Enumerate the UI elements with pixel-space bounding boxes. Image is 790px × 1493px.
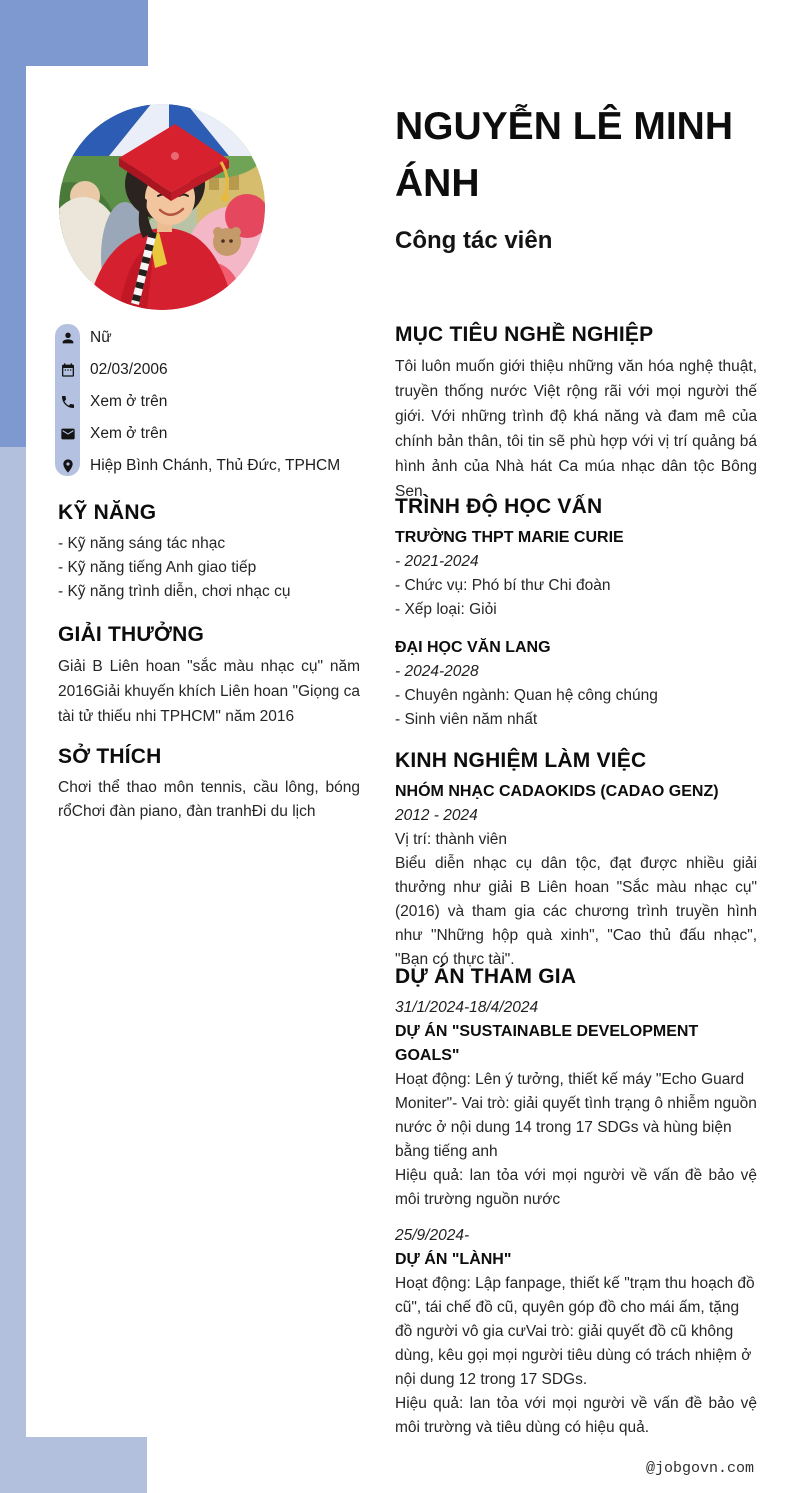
school-name: TRƯỜNG THPT MARIE CURIE [395, 529, 624, 546]
contact-row-email [55, 418, 390, 450]
left-stripe-dark [0, 0, 26, 447]
hobbies-heading: SỞ THÍCH [58, 745, 162, 768]
school-detail: - Chuyên ngành: Quan hệ công chúng [395, 687, 658, 704]
calendar-icon [55, 362, 80, 378]
hobbies-text: Chơi thể thao môn tennis, cầu lông, bóng rổChơi đàn piano, đàn tranhĐi du lịch [58, 779, 360, 820]
project-activity: Hoạt động: Lên ý tưởng, thiết kế máy "Echo Guard Moniter"- Vai trò: giải quyết tình trạng ô nhiễm nguồn nước ở nội dung 14 trong 17 SDGs và hùng biện bằng tiếng anh [395, 1071, 757, 1160]
gender-value: Nữ [90, 329, 112, 346]
header-block [395, 98, 760, 256]
watermark: @jobgovn.com [645, 1460, 754, 1477]
projects-heading: DỰ ÁN THAM GIA [395, 965, 577, 988]
experience-position: Vị trí: thành viên [395, 831, 508, 848]
skill-item: - Kỹ năng trình diễn, chơi nhạc cụ [58, 583, 291, 600]
contact-info [55, 322, 390, 482]
contact-row-birthdate [55, 354, 390, 386]
birthdate-value: 02/03/2006 [90, 361, 168, 378]
left-stripe-light [0, 447, 26, 1493]
contact-row-gender [55, 322, 390, 354]
awards-heading: GIẢI THƯỞNG [58, 623, 205, 646]
education-heading: TRÌNH ĐỘ HỌC VẤN [395, 495, 603, 518]
school-name: ĐẠI HỌC VĂN LANG [395, 639, 551, 656]
section-experience [395, 748, 757, 972]
section-objective [395, 322, 757, 504]
project-activity: Hoạt động: Lập fanpage, thiết kế "trạm thu hoạch đồ cũ", tái chế đồ cũ, quyên góp đồ cho mái ấm, tặng đồ người vô gia cưVai trò: giải quyết đồ cũ không dùng, kêu gọi mọi người tiêu dùng có trách nhiệm ở nội dung 12 trong 17 SDGs. [395, 1275, 755, 1388]
school-detail: - Sinh viên năm nhất [395, 711, 538, 728]
section-hobbies [58, 744, 360, 824]
objective-heading: MỤC TIÊU NGHỀ NGHIỆP [395, 323, 654, 346]
phone-value: Xem ở trên [90, 393, 168, 410]
project-entry [395, 996, 757, 1212]
experience-description: Biểu diễn nhạc cụ dân tộc, đạt được nhiều giải thưởng như giải B Liên hoan "Sắc màu nhạc cụ" (2016) và tham gia các chương trình truyền hình như "Những hộp quà xinh", "Cao thủ đấu nhạc", "Bạn có thực tài". [395, 855, 757, 968]
education-entry [395, 526, 757, 622]
project-title: DỰ ÁN "LÀNH" [395, 1251, 512, 1268]
school-detail: - Chức vụ: Phó bí thư Chi đoàn [395, 577, 611, 594]
location-icon [55, 458, 80, 474]
awards-text: Giải B Liên hoan "sắc màu nhạc cụ" năm 2016Giải khuyến khích Liên hoan "Giọng ca tài tử thiếu nhi TPHCM" năm 2016 [58, 658, 360, 725]
phone-icon [55, 394, 80, 410]
school-period: - 2024-2028 [395, 663, 479, 680]
profile-photo-graphic [59, 104, 265, 310]
school-period: - 2021-2024 [395, 553, 479, 570]
candidate-name: NGUYỄN LÊ MINH ÁNH [395, 105, 734, 205]
email-icon [55, 426, 80, 442]
project-result: Hiệu quả: lan tỏa với mọi người về vấn đề bảo vệ môi trường nguồn nước [395, 1167, 757, 1208]
person-icon [55, 330, 80, 346]
skill-item: - Kỹ năng tiếng Anh giao tiếp [58, 559, 257, 576]
objective-text: Tôi luôn muốn giới thiệu những văn hóa nghệ thuật, truyền thống nước Việt rộng rãi với mọi người thế giới. Với những trình độ khá năng và đam mê của chính bản thân, tôi tin sẽ phù hợp với vị trí quảng bá hình ảnh của Nhà hát Ca múa nhạc dân tộc Bông Sen [395, 358, 757, 500]
candidate-job-title: Công tác viên [395, 227, 553, 254]
skill-item: - Kỹ năng sáng tác nhạc [58, 535, 226, 552]
project-title: DỰ ÁN "SUSTAINABLE DEVELOPMENT GOALS" [395, 1023, 699, 1064]
experience-heading: KINH NGHIỆM LÀM VIỆC [395, 749, 647, 772]
top-left-accent-square [0, 0, 148, 66]
email-value: Xem ở trên [90, 425, 168, 442]
address-value: Hiệp Bình Chánh, Thủ Đức, TPHCM [90, 457, 341, 474]
experience-period: 2012 - 2024 [395, 807, 478, 824]
project-result: Hiệu quả: lan tỏa với mọi người về vấn đề bảo vệ môi trường và tiêu dùng có hiệu quả. [395, 1395, 757, 1436]
experience-org: NHÓM NHẠC CADAOKIDS (CADAO GENZ) [395, 783, 719, 800]
project-period: 31/1/2024-18/4/2024 [395, 999, 539, 1016]
school-detail: - Xếp loại: Giỏi [395, 601, 497, 618]
section-skills [58, 500, 360, 604]
section-awards [58, 622, 360, 729]
section-education [395, 494, 757, 732]
skills-heading: KỸ NĂNG [58, 501, 157, 524]
section-projects [395, 964, 757, 1440]
contact-row-phone [55, 386, 390, 418]
project-entry [395, 1224, 757, 1440]
education-entry [395, 636, 757, 732]
profile-photo [59, 104, 265, 310]
project-period: 25/9/2024- [395, 1227, 470, 1244]
contact-row-address [55, 450, 390, 482]
